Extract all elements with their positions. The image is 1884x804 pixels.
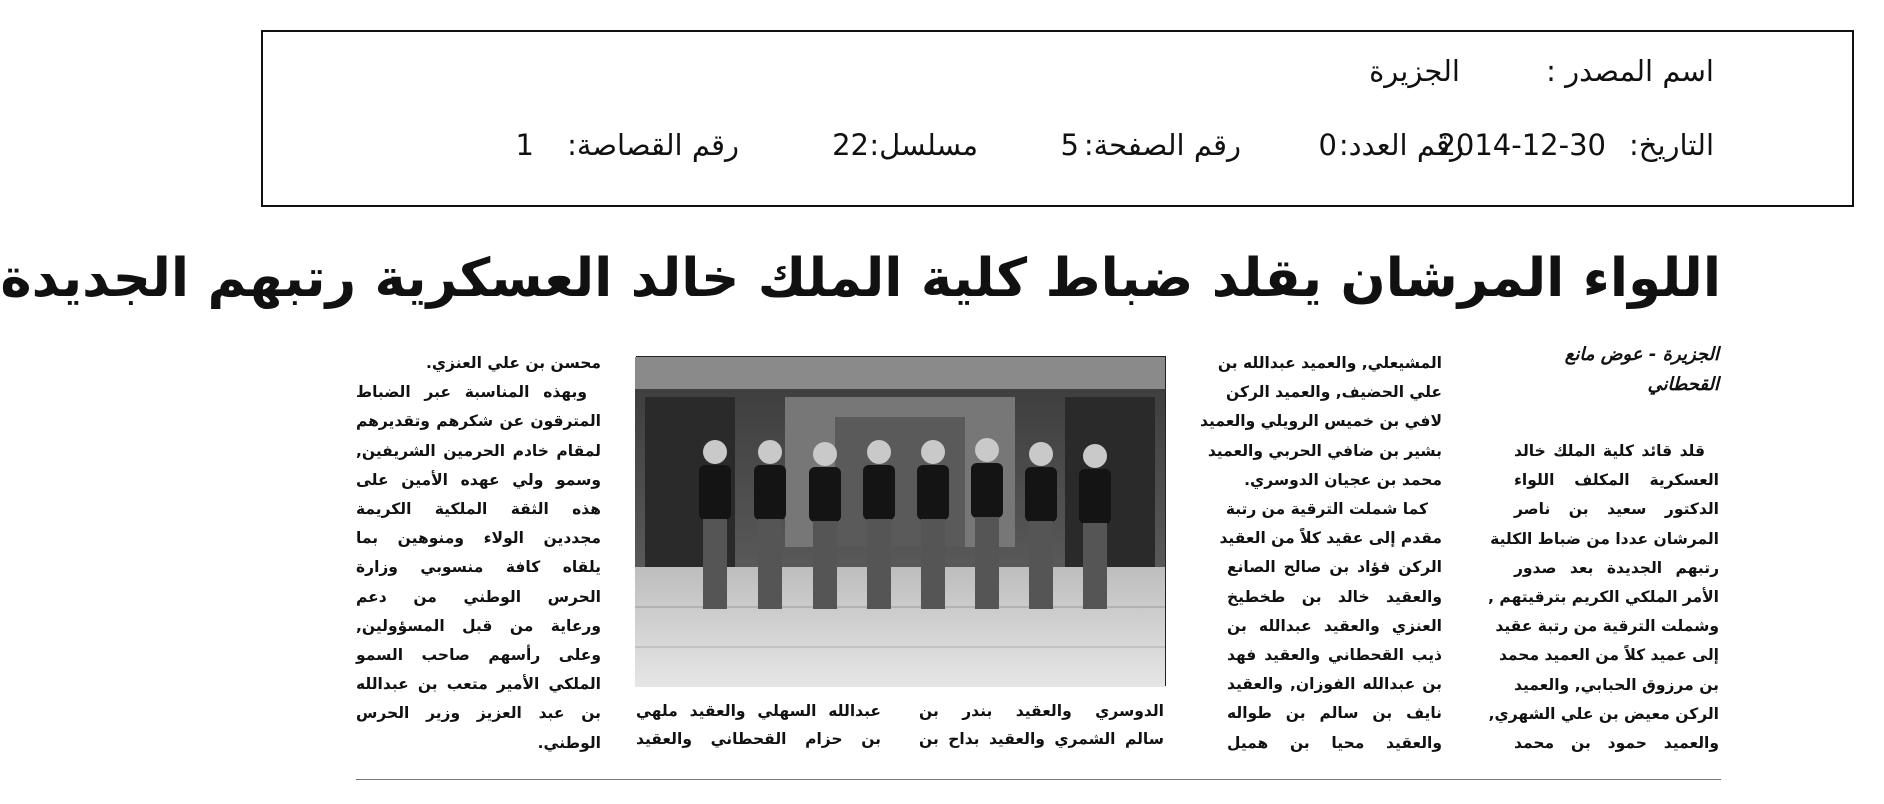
col4-line: بن عبد العزيز وزير الحرس <box>356 704 601 723</box>
article-byline <box>1534 340 1719 400</box>
col2-line: الركن فؤاد بن صالح الصانع <box>1227 558 1442 577</box>
col2-line: كما شملت الترقية من رتبة <box>1225 500 1428 519</box>
col1-line: قلد قائد كلية الملك خالد <box>1514 442 1705 460</box>
col1-line: إلى عميد كلاً من العميد محمد <box>1498 646 1719 665</box>
issue-label: رقم العدد: <box>1338 128 1464 162</box>
col2-line: المشيعلي, والعميد عبدالله بن <box>1217 354 1442 372</box>
col2-line: والعقيد محيا بن هميل <box>1227 733 1442 752</box>
page-label: رقم الصفحة: <box>1083 128 1241 162</box>
col4-line: وبهذه المناسبة عبر الضباط <box>356 383 587 402</box>
col4-line: المترقون عن شكرهم وتقديرهم <box>356 412 601 431</box>
col2-line: محمد بن عجيان الدوسري. <box>1244 470 1442 489</box>
col4-line: الوطني. <box>537 733 601 752</box>
caption-line: سالم الشمري والعقيد بداح بن <box>919 730 1164 748</box>
col2-line: نايف بن سالم بن طواله <box>1227 704 1442 723</box>
caption-line: عبدالله السهلي والعقيد ملهي <box>636 702 881 720</box>
col4-line: لمقام خادم الحرمين الشريفين, <box>356 441 601 460</box>
col1-line: رتبهم الجديدة بعد صدور <box>1514 558 1719 577</box>
caption-line: الدوسري والعقيد بندر بن <box>919 702 1164 720</box>
caption-line: بن حزام القحطاني والعقيد <box>636 730 881 748</box>
article-column-4 <box>356 349 601 758</box>
source-label: اسم المصدر : <box>1546 54 1714 88</box>
col1-line: الدكتور سعيد بن ناصر <box>1514 500 1719 519</box>
page-value: 5 <box>1060 128 1079 162</box>
article-headline: اللواء المرشان يقلد ضباط كلية الملك خالد العسكرية رتبهم الجديدة <box>0 248 1721 309</box>
photo-caption-left <box>636 697 881 753</box>
col4-line: وسمو ولي عهده الأمين على <box>356 470 601 489</box>
article-column-2 <box>1200 349 1442 758</box>
col2-line: والعقيد خالد بن طخطيخ <box>1227 587 1442 606</box>
col1-line: وشملت الترقية من رتبة عقيد <box>1495 617 1719 636</box>
article-column-1 <box>1488 437 1719 758</box>
col1-line: المرشان عددا من ضباط الكلية <box>1490 529 1719 548</box>
col4-line: محسن بن علي العنزي. <box>426 354 601 372</box>
col1-line: العسكرية المكلف اللواء <box>1514 471 1719 490</box>
photo-caption-right <box>919 697 1164 753</box>
col4-line: يلقاه كافة منسوبي وزارة <box>356 558 601 577</box>
col1-line: بن مرزوق الحبابي, والعميد <box>1514 675 1719 694</box>
col2-line: بشير بن ضافي الحربي والعميد <box>1207 441 1442 460</box>
col4-line: هذه الثقة الملكية الكريمة <box>356 500 601 519</box>
col4-line: وعلى رأسهم صاحب السمو <box>356 646 601 665</box>
issue-value: 0 <box>1318 128 1337 162</box>
col2-line: مقدم إلى عقيد كلاً من العقيد <box>1219 529 1442 548</box>
col1-line: والعميد حمود بن محمد <box>1514 734 1719 753</box>
date-value: 2014-12-30 <box>1437 128 1606 162</box>
clip-label: رقم القصاصة: <box>567 128 739 162</box>
col1-line: الركن معيض بن علي الشهري, <box>1488 704 1719 723</box>
col4-line: الحرس الوطني من دعم <box>356 587 601 606</box>
byline-author: - عوض مانع القحطاني <box>1564 344 1719 395</box>
col1-line: الأمر الملكي الكريم بترقيتهم , <box>1488 588 1719 607</box>
serial-label: مسلسل: <box>869 128 978 162</box>
col4-line: ورعاية من قبل المسؤولين, <box>356 616 601 635</box>
col4-line: الملكي الأمير متعب بن عبدالله <box>356 675 601 694</box>
byline-source: الجزيرة <box>1662 344 1719 365</box>
date-label: التاريخ: <box>1628 128 1714 162</box>
col2-line: علي الحضيف, والعميد الركن <box>1226 383 1442 402</box>
officers-group-photo <box>636 356 1166 686</box>
serial-value: 22 <box>832 128 869 162</box>
bottom-divider <box>356 779 1721 780</box>
col2-line: العنزي والعقيد عبدالله بن <box>1227 616 1442 635</box>
col2-line: ذيب القحطاني والعقيد فهد <box>1227 646 1442 665</box>
col4-line: مجددين الولاء ومنوهين بما <box>356 529 601 548</box>
source-value: الجزيرة <box>1369 54 1460 88</box>
clip-value: 1 <box>515 128 534 162</box>
col2-line: لافي بن خميس الرويلي والعميد <box>1200 412 1442 431</box>
col2-line: بن عبدالله الفوزان, والعقيد <box>1227 675 1442 694</box>
